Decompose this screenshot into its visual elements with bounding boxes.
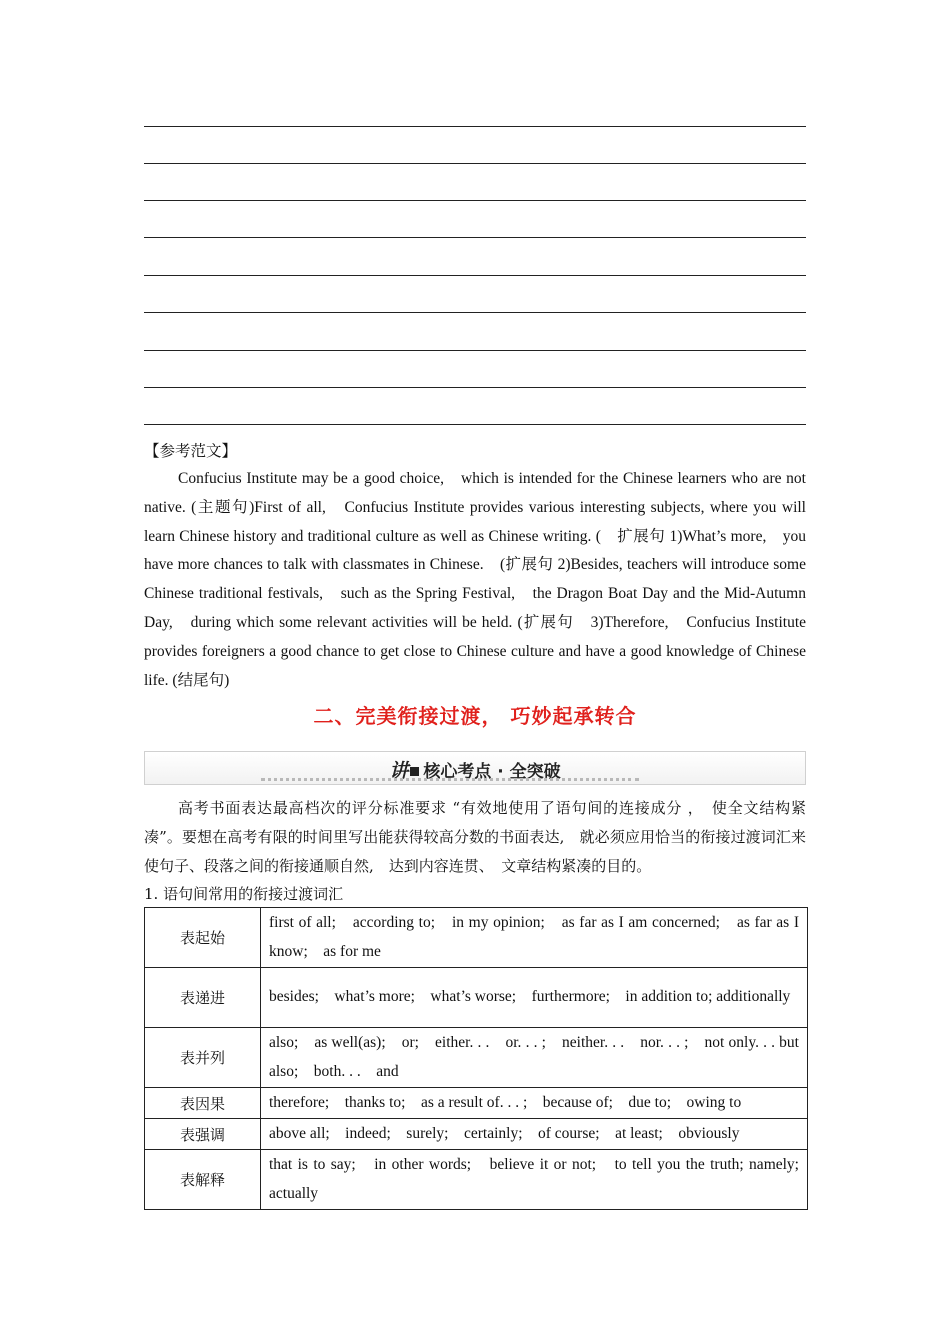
banner-mark: 讲 <box>389 760 409 782</box>
writing-line <box>144 163 806 164</box>
banner-dotted-line <box>261 778 639 781</box>
reference-essay: Confucius Institute may be a good choice, which is intended for the Chinese learners who are not native. (主题句)First of all, Confucius Institute provides various interesting subjects, where you will learn Chinese history and traditional culture as well as Chinese writing. ( 扩展句 1)What’s more, you have more chances to talk with classmates in Chinese. (扩展句 2)Besides, teachers will introduce some Chinese traditional festivals, such as the Spring Festival, the Dragon Boat Day and the Mid-Autumn Day, during which some relevant activities will be held. (扩展句 3)Therefore, Confucius Institute provides foreigners a good chance to get close to Chinese culture and have a good knowledge of Chinese life. (结尾句) <box>144 470 806 689</box>
section-title: 二、完美衔接过渡， 巧妙起承转合 <box>313 704 637 728</box>
table-row <box>145 1028 808 1088</box>
category-cell: 表解释 <box>145 1150 261 1210</box>
category-cell: 表递进 <box>145 968 261 1028</box>
category-cell: 表因果 <box>145 1088 261 1119</box>
transition-words-table <box>144 907 815 1210</box>
category-cell: 表并列 <box>145 1028 261 1088</box>
table-row <box>145 1150 808 1210</box>
writing-line <box>144 237 806 238</box>
writing-line <box>144 312 806 313</box>
square-icon <box>410 767 419 776</box>
writing-line <box>144 275 806 276</box>
table-row <box>145 1088 808 1119</box>
intro-paragraph: 高考书面表达最高档次的评分标准要求 “有效地使用了语句间的连接成分 ， 使全文结构紧凑”。要想在高考有限的时间里写出能获得较高分数的书面表达, 就必须应用恰当的衔接过渡词汇来使句子、段落之间的衔接通顺自然, 达到内容连贯、 文章结构紧凑的目的。 <box>144 799 806 875</box>
items-cell: also; as well(as); or; either. . . or. . . ; neither. . . nor. . . ; not only. . . but also; both. . . and <box>261 1028 808 1088</box>
category-cell: 表起始 <box>145 908 261 968</box>
banner-label: 核心考点 · 全突破 <box>423 762 561 782</box>
core-points-banner <box>144 751 806 785</box>
items-cell: above all; indeed; surely; certainly; of course; at least; obviously <box>261 1119 808 1150</box>
list-heading: 1. 语句间常用的衔接过渡词汇 <box>144 885 344 903</box>
category-cell: 表强调 <box>145 1119 261 1150</box>
writing-line <box>144 126 806 127</box>
table-row <box>145 968 808 1028</box>
items-cell: besides; what’s more; what’s worse; furthermore; in addition to; additionally <box>261 968 808 1028</box>
items-cell: that is to say; in other words; believe it or not; to tell you the truth; namely; actually <box>261 1150 808 1210</box>
writing-line <box>144 350 806 351</box>
reference-heading: 【参考范文】 <box>144 443 238 460</box>
items-cell: first of all; according to; in my opinion; as far as I am concerned; as far as I know; as for me <box>261 908 808 968</box>
writing-line <box>144 387 806 388</box>
table-row <box>145 1119 808 1150</box>
items-cell: therefore; thanks to; as a result of. . . ; because of; due to; owing to <box>261 1088 808 1119</box>
writing-line <box>144 200 806 201</box>
table-row <box>145 908 808 968</box>
writing-line <box>144 424 806 425</box>
